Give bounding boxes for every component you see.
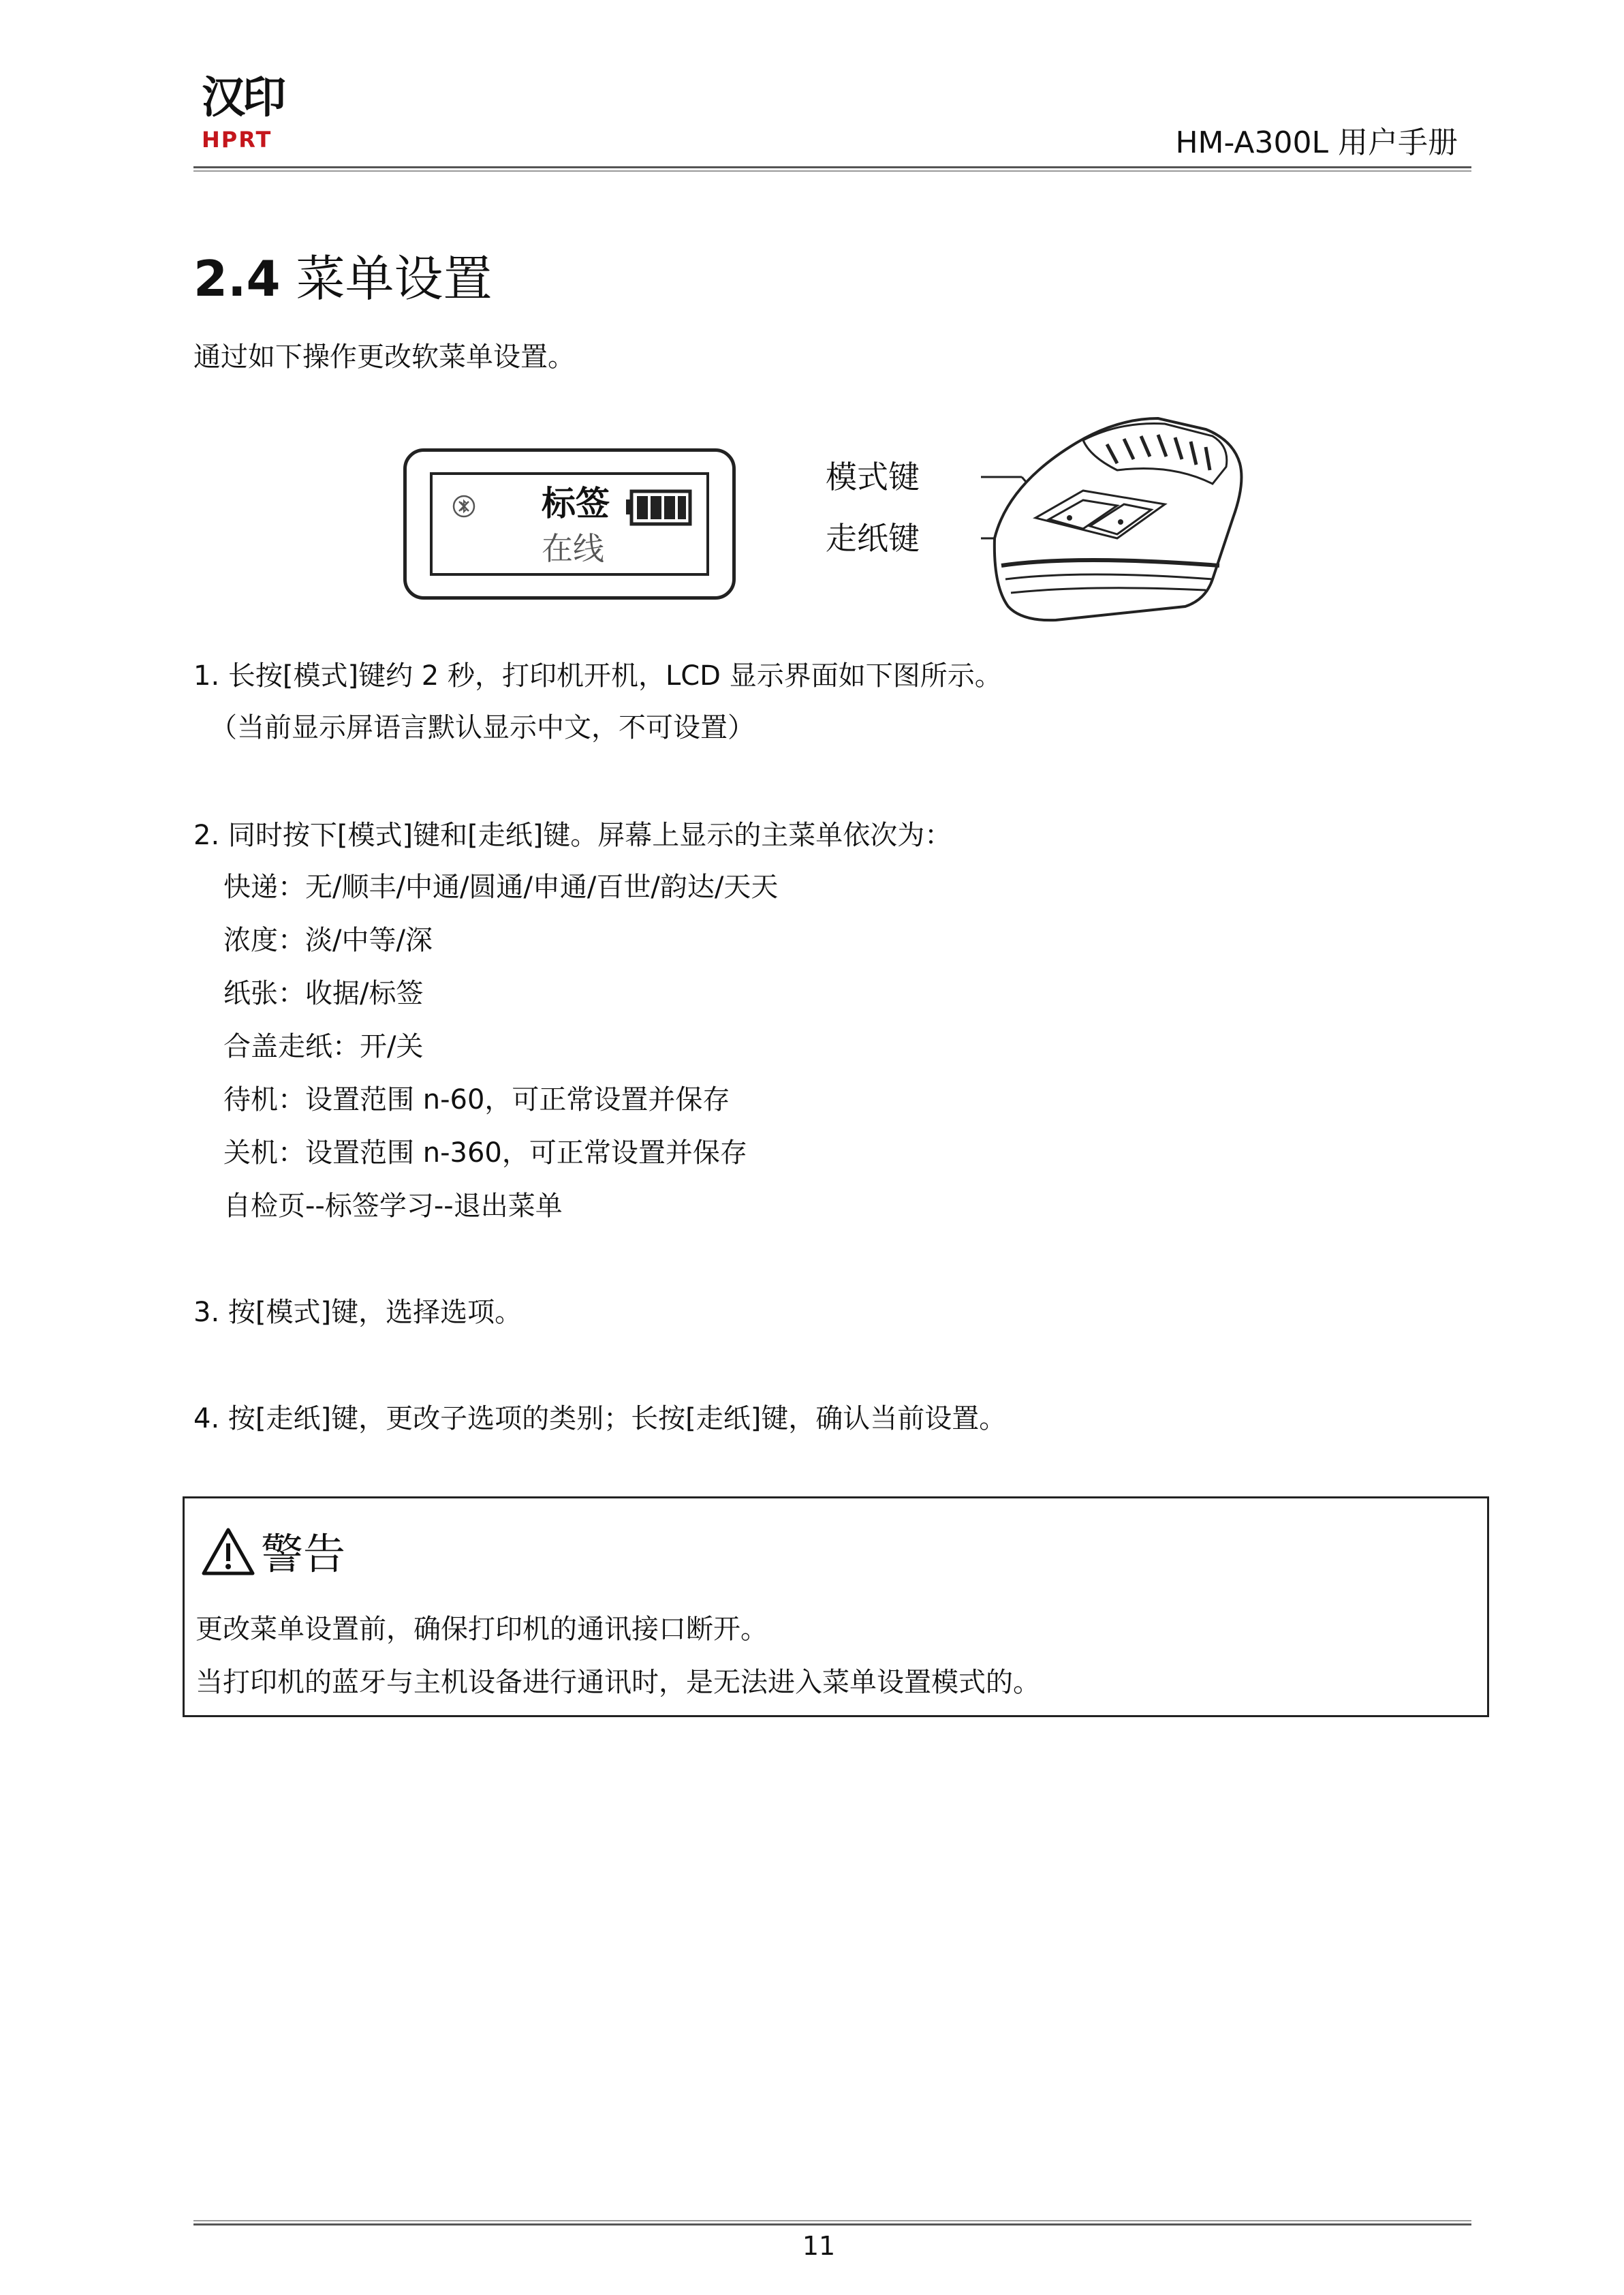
section-number: 2.4 — [193, 250, 281, 307]
step-1-note: （当前显示屏语言默认显示中文，不可设置） — [210, 712, 755, 743]
warning-line-1: 更改菜单设置前，确保打印机的通讯接口断开。 — [196, 1614, 768, 1645]
manual-title: HM-A300L 用户手册 — [1175, 125, 1458, 160]
warning-triangle-icon — [201, 1527, 255, 1576]
menu-item-standby: 待机：设置范围 n-60，可正常设置并保存 — [223, 1084, 730, 1115]
lcd-status-label: 在线 — [542, 530, 604, 567]
battery-icon — [625, 489, 693, 527]
page-number: 11 — [802, 2231, 836, 2261]
header-rule-thin — [193, 170, 1471, 172]
step-4: 4. 按[走纸]键，更改子选项的类别；长按[走纸]键，确认当前设置。 — [193, 1403, 1007, 1434]
menu-item-cover-feed: 合盖走纸：开/关 — [223, 1031, 424, 1062]
section-title-text: 菜单设置 — [296, 250, 493, 307]
header-rule — [193, 166, 1471, 168]
section-title — [193, 248, 492, 309]
menu-item-shutdown: 关机：设置范围 n-360，可正常设置并保存 — [223, 1137, 747, 1169]
step-3: 3. 按[模式]键，选择选项。 — [193, 1297, 522, 1328]
menu-item-paper: 纸张：收据/标签 — [223, 978, 424, 1009]
printer-illustration — [981, 409, 1253, 641]
warning-line-2: 当打印机的蓝牙与主机设备进行通讯时，是无法进入菜单设置模式的。 — [196, 1667, 1040, 1698]
menu-item-selftest: 自检页--标签学习--退出菜单 — [223, 1190, 563, 1222]
lcd-display-figure — [403, 448, 736, 600]
logo-cn: 汉印 — [202, 73, 283, 123]
intro-text: 通过如下操作更改软菜单设置。 — [193, 341, 575, 373]
hprt-logo — [202, 74, 297, 155]
warning-box — [183, 1496, 1489, 1717]
lcd-screen — [430, 472, 709, 576]
step-1: 1. 长按[模式]键约 2 秒，打印机开机，LCD 显示界面如下图所示。 — [193, 660, 1002, 692]
logo-en: HPRT — [202, 127, 272, 153]
footer-rule-thin — [193, 2220, 1471, 2221]
bluetooth-off-icon — [450, 493, 478, 520]
lcd-mode-label: 标签 — [542, 484, 610, 523]
step-2: 2. 同时按下[模式]键和[走纸]键。屏幕上显示的主菜单依次为： — [193, 820, 952, 851]
menu-item-density: 浓度：淡/中等/深 — [223, 925, 433, 956]
footer-rule — [193, 2223, 1471, 2225]
mode-key-label: 模式键 — [826, 459, 920, 495]
warning-title: 警告 — [261, 1529, 346, 1579]
feed-key-label: 走纸键 — [826, 520, 920, 557]
menu-item-courier: 快递：无/顺丰/中通/圆通/申通/百世/韵达/天天 — [223, 872, 779, 903]
